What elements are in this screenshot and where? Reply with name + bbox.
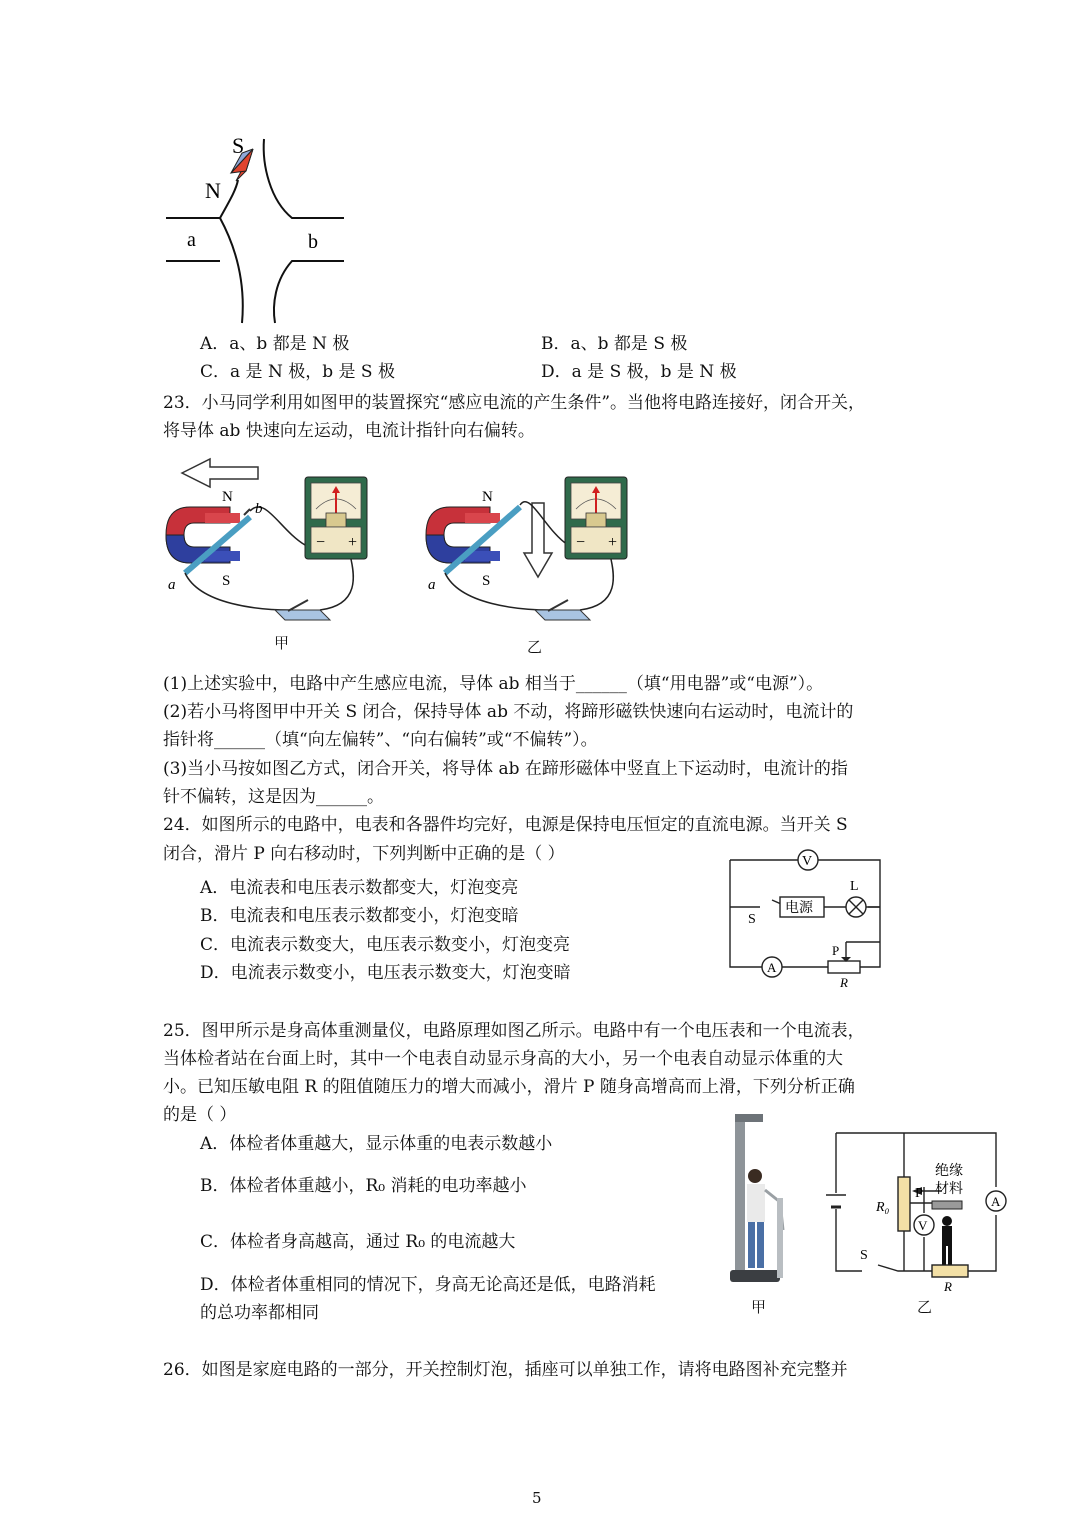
q25-caption-yi: 乙 (917, 1298, 933, 1316)
svg-text:L: L (850, 879, 859, 894)
svg-text:V: V (802, 854, 813, 869)
q23-stem-line1: 23．小马同学利用如图甲的装置探究“感应电流的产生条件”。当他将电路连接好，闭合开关， (163, 393, 866, 413)
page-number: 5 (532, 1489, 542, 1507)
q24-stem-line2: 闭合，滑片 P 向右移动时，下列判断中正确的是（ ） (163, 844, 565, 864)
q25-stem-line3: 小。已知压敏电阻 R 的阻值随压力的增大而减小，滑片 P 随身高增高而上滑，下列分析正确 (163, 1077, 855, 1097)
q25-option-a: A．体检者体重越大，显示体重的电表示数越小 (200, 1134, 553, 1154)
svg-text:A: A (767, 960, 777, 975)
q24-option-c: C．电流表示数变大，电压表示数变小，灯泡变亮 (200, 935, 571, 955)
svg-text:绝缘: 绝缘 (935, 1164, 963, 1179)
q24-circuit-figure (720, 845, 895, 990)
q23-sub3-line1: (3)当小马按如图乙方式，闭合开关，将导体 ab 在蹄形磁体中竖直上下运动时，电流计的指 (163, 759, 848, 779)
q25-stem-line4: 的是（ ） (163, 1105, 237, 1125)
q24-stem-line1: 24．如图所示的电路中，电表和各器件均完好，电源是保持电压恒定的直流电源。当开关 S (163, 815, 848, 835)
q23-figure-jia (160, 455, 385, 625)
svg-text:S: S (748, 912, 756, 927)
q22-label-b: b (308, 231, 318, 253)
q23-caption-jia: 甲 (274, 634, 290, 652)
svg-text:a: a (168, 577, 176, 593)
svg-text:N: N (482, 489, 493, 505)
q24-option-a: A．电流表和电压表示数都变大，灯泡变亮 (200, 878, 519, 898)
q24-option-b: B．电流表和电压表示数都变小，灯泡变暗 (200, 906, 519, 926)
q25-option-b: B．体检者体重越小，R₀ 消耗的电功率越小 (200, 1176, 527, 1196)
q22-option-d: D．a 是 S 极，b 是 N 极 (541, 362, 737, 382)
svg-text:V: V (918, 1218, 928, 1233)
q22-label-a: a (187, 229, 196, 251)
q23-sub2-line1: (2)若小马将图甲中开关 S 闭合，保持导体 ab 不动，将蹄形磁铁快速向右运动时，电流计的 (163, 702, 854, 722)
svg-text:+: + (348, 534, 358, 551)
svg-text:+: + (608, 534, 618, 551)
svg-text:R: R (944, 1279, 952, 1294)
svg-text:a: a (428, 577, 436, 593)
svg-text:N: N (222, 489, 233, 505)
q23-caption-yi: 乙 (527, 638, 543, 656)
q22-magnet-field-figure (150, 125, 370, 325)
svg-text:b: b (255, 501, 263, 517)
q22-option-c: C．a 是 N 极，b 是 S 极 (200, 362, 395, 382)
down-arrow-icon (524, 503, 552, 577)
svg-text:−: − (316, 534, 326, 551)
svg-text:P: P (832, 943, 840, 958)
q22-option-b: B．a、b 都是 S 极 (541, 334, 688, 354)
svg-text:R: R (840, 975, 848, 990)
q22-label-n: N (205, 178, 221, 203)
q23-sub2-line2: 指针将______（填“向左偏转”、“向右偏转”或“不偏转”）。 (163, 730, 598, 750)
svg-text:S: S (482, 573, 491, 589)
q26-stem-line1: 26．如图是家庭电路的一部分，开关控制灯泡，插座可以单独工作，请将电路图补充完整并 (163, 1360, 848, 1380)
svg-text:A: A (991, 1194, 1001, 1209)
q25-circuit-figure (820, 1125, 1010, 1295)
q22-option-a: A．a、b 都是 N 极 (200, 334, 350, 354)
svg-text:S: S (860, 1248, 868, 1263)
q25-stem-line1: 25．图甲所示是身高体重测量仪，电路原理如图乙所示。电路中有一个电压表和一个电流表， (163, 1021, 865, 1041)
q25-option-c: C．体检者身高越高，通过 R₀ 的电流越大 (200, 1232, 516, 1252)
q25-device-illustration (725, 1110, 805, 1290)
q23-figure-yi (420, 455, 645, 625)
q25-option-d-line1: D．体检者体重相同的情况下，身高无论高还是低，电路消耗 (200, 1275, 656, 1295)
svg-text:P: P (915, 1186, 923, 1201)
svg-text:−: − (576, 534, 586, 551)
q25-caption-jia: 甲 (751, 1298, 767, 1316)
q23-sub3-line2: 针不偏转，这是因为______。 (163, 787, 384, 807)
q23-stem-line2: 将导体 ab 快速向左运动，电流计指针向右偏转。 (163, 421, 535, 441)
left-arrow-icon (182, 459, 258, 487)
svg-text:S: S (222, 573, 231, 589)
q24-option-d: D．电流表示数变小，电压表示数变大，灯泡变暗 (200, 963, 571, 983)
q25-stem-line2: 当体检者站在台面上时，其中一个电表自动显示身高的大小，另一个电表自动显示体重的大 (163, 1049, 843, 1069)
q23-sub1: (1)上述实验中，电路中产生感应电流，导体 ab 相当于______（填“用电器”或“电源”）。 (163, 674, 824, 694)
svg-text:R₀: R₀ (876, 1200, 890, 1215)
svg-text:材料: 材料 (935, 1182, 963, 1197)
q22-label-s: S (232, 133, 245, 158)
q25-option-d-line2: 的总功率都相同 (200, 1303, 319, 1323)
svg-text:电源: 电源 (785, 901, 813, 916)
